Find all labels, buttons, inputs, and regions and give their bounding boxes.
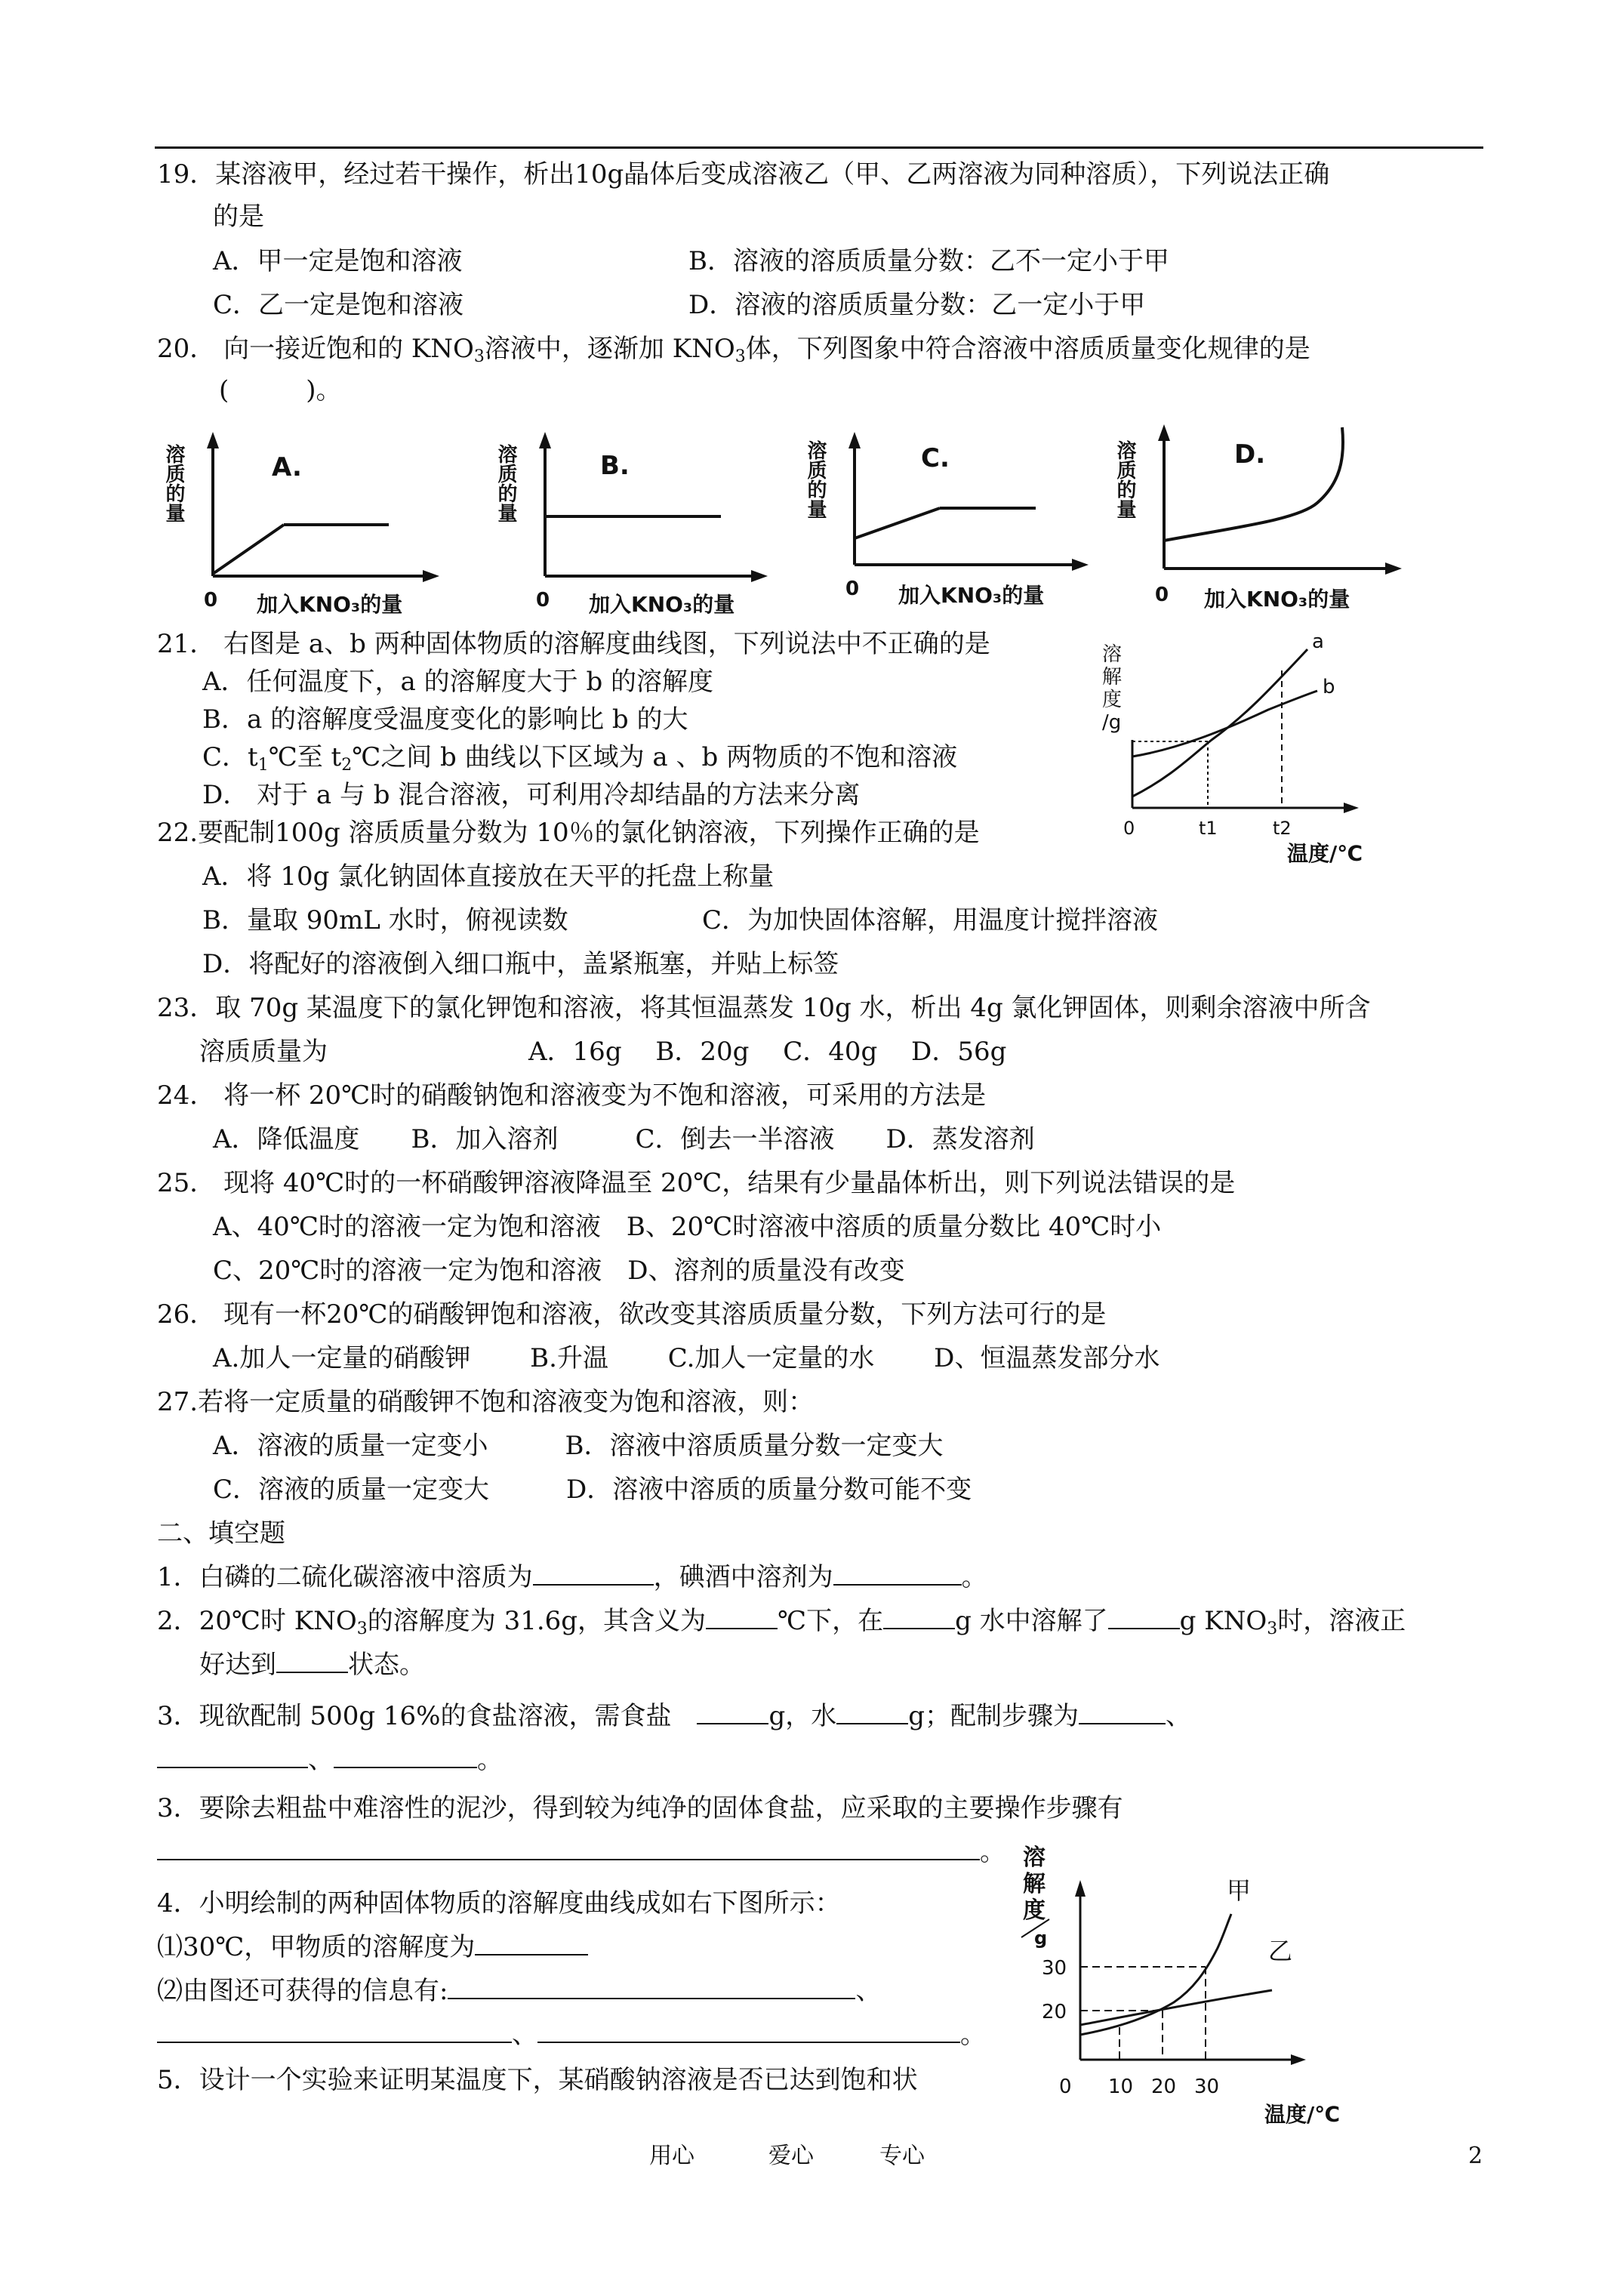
q20-graph-c-origin: 0: [845, 578, 860, 600]
q27-options-row2: C．溶液的质量一定变大 D．溶液中溶质的质量分数可能不变: [213, 1475, 972, 1505]
q20-graph-d-origin: 0: [1155, 584, 1169, 606]
q20-graph-d: [1113, 424, 1402, 612]
q20-graph-d-label: D.: [1234, 439, 1266, 470]
q19-option-d: D．溶液的溶质质量分数：乙一定小于甲: [688, 290, 1146, 320]
q21-chart-t2: t2: [1273, 818, 1292, 839]
q21-chart-ylabel-2: 解: [1102, 666, 1123, 689]
f4-solubility-chart: [1008, 1835, 1400, 2129]
footer-left: 用心: [649, 2143, 694, 2169]
fill-q3-blank-step3[interactable]: [334, 1744, 477, 1768]
q26-options: A.加人一定量的硝酸钾 B.升温 C.加人一定量的水 D、恒温蒸发部分水: [213, 1343, 1160, 1373]
q20-graph-b: [494, 432, 768, 617]
fill-q2-blank-2[interactable]: [883, 1605, 955, 1629]
f4-chart-ylabel-2: 解: [1023, 1871, 1046, 1897]
q20-stem: 20． 向一接近饱和的 $KNO_3$溶液中，逐渐加 $KNO_3$体，下列图象中符合溶液中溶质质量变化规律的是: [157, 334, 1310, 366]
q24-options: A．降低温度 B．加入溶剂 C．倒去一半溶液 D．蒸发溶剂: [213, 1124, 1035, 1154]
f4-ytick-30: 30: [1042, 1957, 1067, 1980]
fill-q3b-blank[interactable]: [157, 1836, 980, 1860]
fill-q4-part2-line2: 、 。: [157, 2019, 986, 2051]
q20-graphs: [162, 414, 1419, 618]
fill-q1-blank-solvent[interactable]: [833, 1561, 962, 1586]
q21-chart-ylabel-3: 度: [1102, 689, 1123, 711]
q21-chart-ylabel-1: 溶: [1102, 643, 1123, 666]
q22-option-d: D．将配好的溶液倒入细口瓶中，盖紧瓶塞，并贴上标签: [202, 949, 839, 979]
q20-graph-b-xlabel: 加入KNO₃的量: [589, 592, 735, 617]
footer-right: 专心: [879, 2143, 925, 2169]
q21-chart-xlabel: 温度/℃: [1287, 841, 1363, 866]
q21-chart-origin: 0: [1123, 818, 1135, 839]
q21-option-c: C．$t_1℃$至 $t_2℃$之间 b 曲线以下区域为 a 、b 两物质的不饱和溶液: [202, 742, 958, 775]
q21-option-d: D． 对于 a 与 b 混合溶液，可利用冷却结晶的方法来分离: [202, 780, 861, 810]
f4-xtick-20: 20: [1151, 2076, 1177, 2098]
fill-q3b-answer: 。: [157, 1836, 1006, 1868]
fill-q2-blank-4[interactable]: [276, 1649, 348, 1673]
fill-q4-blank-info2[interactable]: [157, 2019, 512, 2043]
q22-option-c: C．为加快固体溶解，用温度计搅拌溶液: [702, 905, 1159, 935]
f4-xtick-30: 30: [1194, 2076, 1220, 2098]
f4-curve-jia: [1080, 1914, 1231, 2035]
q20-graph-d-xlabel: 加入KNO₃的量: [1204, 587, 1350, 612]
fill-q2: 2．20℃时 $KNO_3$的溶解度为 31.6g，其含义为 ℃下，在 g 水中溶解了 g $KNO_3$时，溶液正: [157, 1606, 1406, 1638]
q20-graph-b-ylabel: 溶质的量: [494, 444, 517, 522]
header-rule: [155, 146, 1483, 149]
fill-q2-blank-1[interactable]: [706, 1605, 778, 1629]
fill-q4-stem: 4．小明绘制的两种固体物质的溶解度曲线成如右下图所示：: [157, 1888, 841, 1918]
fill-q3-blank-salt[interactable]: [697, 1700, 768, 1724]
q23-stem-line1: 23．取 70g 某温度下的氯化钾饱和溶液，将其恒温蒸发 10g 水，析出 4g 氯化钾固体，则剩余溶液中所含: [157, 993, 1371, 1023]
q20-graph-b-origin: 0: [536, 589, 550, 612]
f4-xtick-0: 0: [1059, 2076, 1072, 2098]
fill-q1-blank-solute[interactable]: [533, 1561, 654, 1586]
q25-options-row1: A、40℃时的溶液一定为饱和溶液 B、20℃时溶液中溶质的质量分数比 40℃时小: [213, 1212, 1162, 1242]
q20-graph-a-origin: 0: [204, 589, 218, 612]
q21-curve-b-label: b: [1323, 676, 1335, 698]
footer-middle: 爱心: [768, 2143, 814, 2169]
q20-graph-a-ylabel: 溶质的量: [162, 444, 185, 522]
f4-chart-ylabel-3: 度: [1023, 1897, 1046, 1924]
q23-options: A．16g B．20g C．40g D．56g: [528, 1037, 1007, 1067]
fill-q2-line2: 好达到 状态。: [199, 1650, 425, 1680]
q20-graph-c-xlabel: 加入KNO₃的量: [898, 583, 1045, 608]
f4-series-jia-label: 甲: [1227, 1876, 1252, 1905]
f4-curve-yi: [1080, 1990, 1272, 2025]
q25-stem: 25． 现将 40℃时的一杯硝酸钾溶液降温至 20℃，结果有少量晶体析出，则下列说法错误的是: [157, 1168, 1236, 1198]
fill-q4-blank-info1[interactable]: [448, 1975, 855, 1999]
fill-q4-blank-info3[interactable]: [537, 2019, 960, 2043]
q19-stem-line1: 19．某溶液甲，经过若干操作，析出10g晶体后变成溶液乙（甲、乙两溶液为同种溶质），下列说法正确: [157, 159, 1330, 190]
q19-option-c: C．乙一定是饱和溶液: [213, 290, 464, 320]
fill-q5-stem: 5．设计一个实验来证明某温度下，某硝酸钠溶液是否已达到饱和状: [157, 2065, 918, 2095]
q22-option-b: B．量取 90mL 水时，俯视读数: [202, 905, 568, 935]
fill-q3: 3．现欲配制 500g 16%的食盐溶液，需食盐 g，水 g；配制步骤为 、: [157, 1701, 1192, 1731]
q20-graph-b-label: B.: [600, 451, 630, 481]
q20-graph-a-xlabel: 加入KNO₃的量: [257, 592, 403, 617]
q20-graph-a: [162, 432, 439, 617]
fill-q4-blank-solubility[interactable]: [475, 1931, 588, 1955]
q21-solubility-chart: [1087, 630, 1389, 868]
q21-option-b: B．a 的溶解度受温度变化的影响比 b 的大: [202, 704, 688, 735]
fill-q4-part2: ⑵由图还可获得的信息有: 、: [157, 1976, 882, 2006]
f4-chart-ylabel-4: g: [1034, 1928, 1048, 1949]
section-fill-in-title: 二、填空题: [157, 1518, 285, 1549]
q20-graph-d-ylabel: 溶质的量: [1113, 440, 1136, 519]
fill-q4-part1: ⑴30℃，甲物质的溶解度为: [157, 1931, 588, 1963]
q24-stem: 24． 将一杯 20℃时的硝酸钠饱和溶液变为不饱和溶液，可采用的方法是: [157, 1080, 987, 1111]
q21-curve-b: [1132, 691, 1317, 757]
f4-chart-ylabel-1: 溶: [1023, 1845, 1046, 1871]
q20-graph-c-label: C.: [921, 443, 950, 473]
q21-stem: 21． 右图是 a、b 两种固体物质的溶解度曲线图，下列说法中不正确的是: [157, 629, 990, 659]
fill-q3-blank-step2[interactable]: [157, 1744, 308, 1768]
q20-graph-a-label: A.: [272, 452, 302, 482]
fill-q1: 1．白磷的二硫化碳溶液中溶质为 ，碘酒中溶剂为 。: [157, 1562, 987, 1592]
q27-stem: 27.若将一定质量的硝酸钾不饱和溶液变为饱和溶液，则：: [157, 1387, 815, 1417]
f4-series-yi-label: 乙: [1268, 1937, 1293, 1965]
f4-ytick-20: 20: [1042, 2001, 1067, 2023]
q20-graph-c-ylabel: 溶质的量: [804, 440, 827, 519]
q20-answer-paren: ( )。: [219, 375, 342, 405]
q19-stem-line2: 的是: [213, 202, 264, 232]
q21-option-a: A．任何温度下，a 的溶解度大于 b 的溶解度: [202, 667, 714, 697]
q27-options-row1: A．溶液的质量一定变小 B．溶液中溶质质量分数一定变大: [213, 1431, 944, 1461]
f4-chart-xlabel: 温度/℃: [1264, 2102, 1341, 2127]
fill-q3-line2: 、 。: [157, 1744, 503, 1776]
page-number: 2: [1468, 2143, 1483, 2169]
fill-q3-blank-water[interactable]: [836, 1700, 908, 1724]
q23-stem-line2: 溶质质量为: [199, 1037, 328, 1067]
q26-stem: 26． 现有一杯20℃的硝酸钾饱和溶液，欲改变其溶质质量分数，下列方法可行的是: [157, 1299, 1107, 1330]
q21-curve-a-label: a: [1312, 630, 1324, 653]
q19-option-a: A．甲一定是饱和溶液: [213, 246, 463, 276]
q25-options-row2: C、20℃时的溶液一定为饱和溶液 D、溶剂的质量没有改变: [213, 1256, 905, 1286]
q19-option-b: B．溶液的溶质质量分数：乙不一定小于甲: [688, 246, 1169, 276]
q21-chart-t1: t1: [1199, 818, 1218, 839]
f4-xtick-10: 10: [1108, 2076, 1134, 2098]
q22-stem: 22.要配制100g 溶质质量分数为 10％的氯化钠溶液，下列操作正确的是: [157, 818, 980, 848]
fill-q3b-stem: 3．要除去粗盐中难溶性的泥沙，得到较为纯净的固体食盐，应采取的主要操作步骤有: [157, 1793, 1123, 1823]
fill-q3-blank-step1[interactable]: [1079, 1700, 1166, 1724]
fill-q2-blank-3[interactable]: [1108, 1605, 1180, 1629]
q20-graph-c: [804, 432, 1089, 608]
q22-option-a: A．将 10g 氯化钠固体直接放在天平的托盘上称量: [202, 861, 775, 892]
q21-chart-ylabel-4: /g: [1102, 711, 1122, 734]
